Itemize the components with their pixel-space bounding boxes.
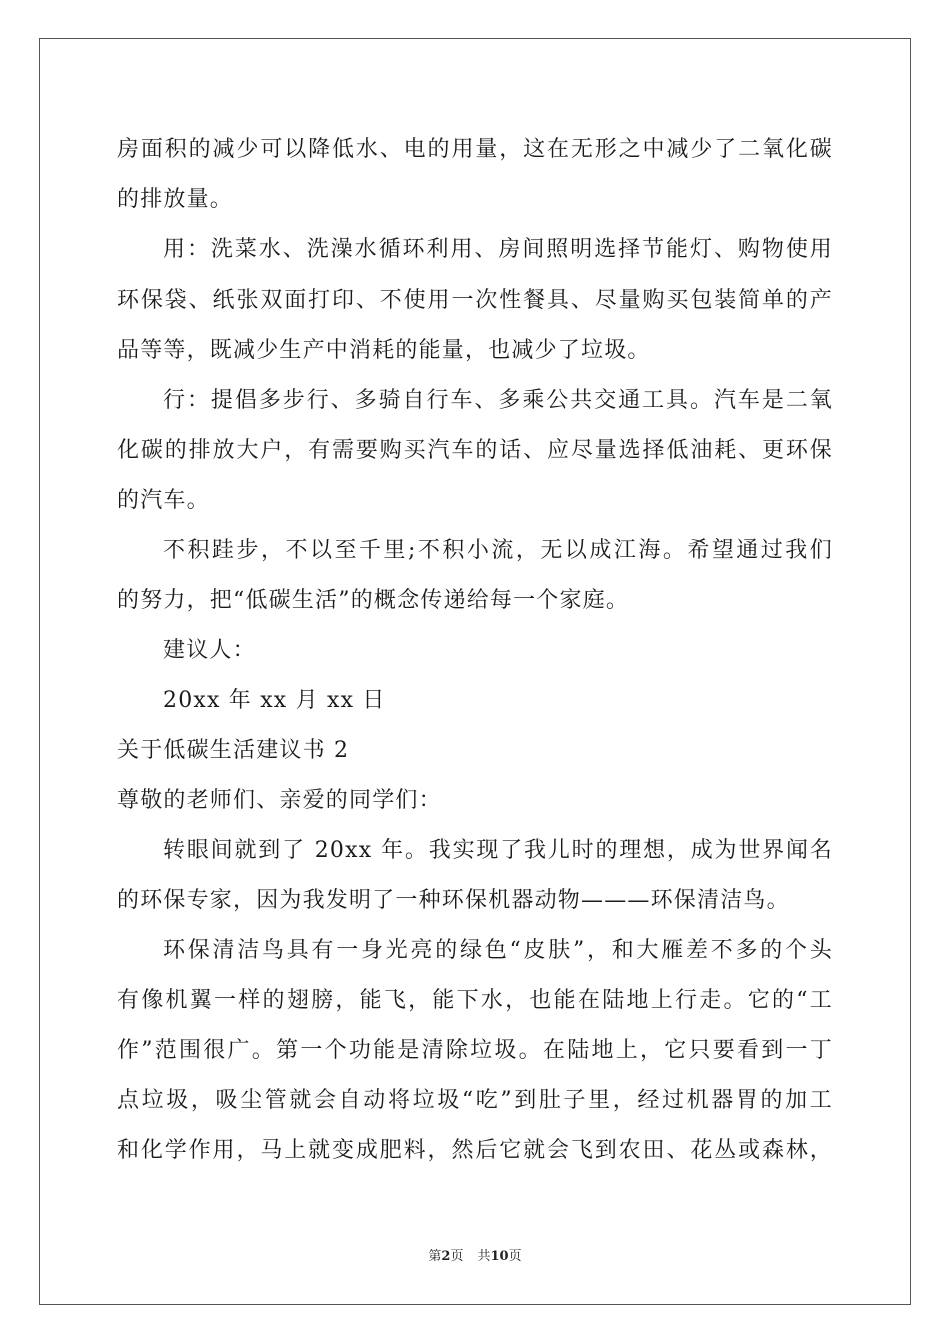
- page-number-suffix: 页: [450, 1249, 464, 1264]
- text-line: 品等等，既减少生产中消耗的能量，也减少了垃圾。: [117, 338, 651, 363]
- date-line: 20xx 年 xx 月 xx 日: [163, 688, 386, 713]
- section-title: 关于低碳生活建议书 2: [117, 738, 350, 763]
- page-number-current: 2: [441, 1249, 451, 1264]
- total-pages-prefix: 共: [477, 1249, 491, 1264]
- text-line: 环保袋、纸张双面打印、不使用一次性餐具、尽量购买包装简单的产: [117, 288, 833, 313]
- text-line: 房面积的减少可以降低水、电的用量，这在无形之中减少了二氧化碳: [117, 137, 833, 162]
- signature-label: 建议人：: [163, 638, 256, 663]
- total-pages-suffix: 页: [508, 1249, 522, 1264]
- text-line: 有像机翼一样的翅膀，能飞，能下水，也能在陆地上行走。它的“工: [117, 988, 833, 1013]
- text-line: 不积跬步，不以至千里;不积小流，无以成江海。希望通过我们: [163, 538, 833, 563]
- text-line: 的环保专家，因为我发明了一种环保机器动物———环保清洁鸟。: [117, 888, 790, 913]
- text-line: 的汽车。: [117, 488, 210, 513]
- page-footer: [0, 1248, 950, 1266]
- text-line: 转眼间就到了 20xx 年。我实现了我儿时的理想，成为世界闻名: [163, 838, 833, 863]
- text-line: 的努力，把“低碳生活”的概念传递给每一个家庭。: [117, 588, 630, 613]
- total-pages-count: 10: [490, 1249, 509, 1264]
- page-number-prefix: 第: [428, 1249, 442, 1264]
- text-line: 化碳的排放大户，有需要购买汽车的话、应尽量选择低油耗、更环保: [117, 438, 833, 463]
- text-line: 的排放量。: [117, 187, 234, 212]
- text-line: 环保清洁鸟具有一身光亮的绿色“皮肤”，和大雁差不多的个头: [163, 938, 833, 963]
- text-line: 用：洗菜水、洗澡水循环利用、房间照明选择节能灯、购物使用: [163, 237, 833, 262]
- text-line: 行：提倡多步行、多骑自行车、多乘公共交通工具。汽车是二氧: [163, 388, 833, 413]
- text-line: 和化学作用，马上就变成肥料，然后它就会飞到农田、花丛或森林，: [117, 1138, 833, 1163]
- text-line: 点垃圾，吸尘管就会自动将垃圾“吃”到肚子里，经过机器胃的加工: [117, 1088, 833, 1113]
- text-line: 作”范围很广。第一个功能是清除垃圾。在陆地上，它只要看到一丁: [117, 1038, 833, 1063]
- salutation: 尊敬的老师们、亲爱的同学们：: [117, 788, 442, 813]
